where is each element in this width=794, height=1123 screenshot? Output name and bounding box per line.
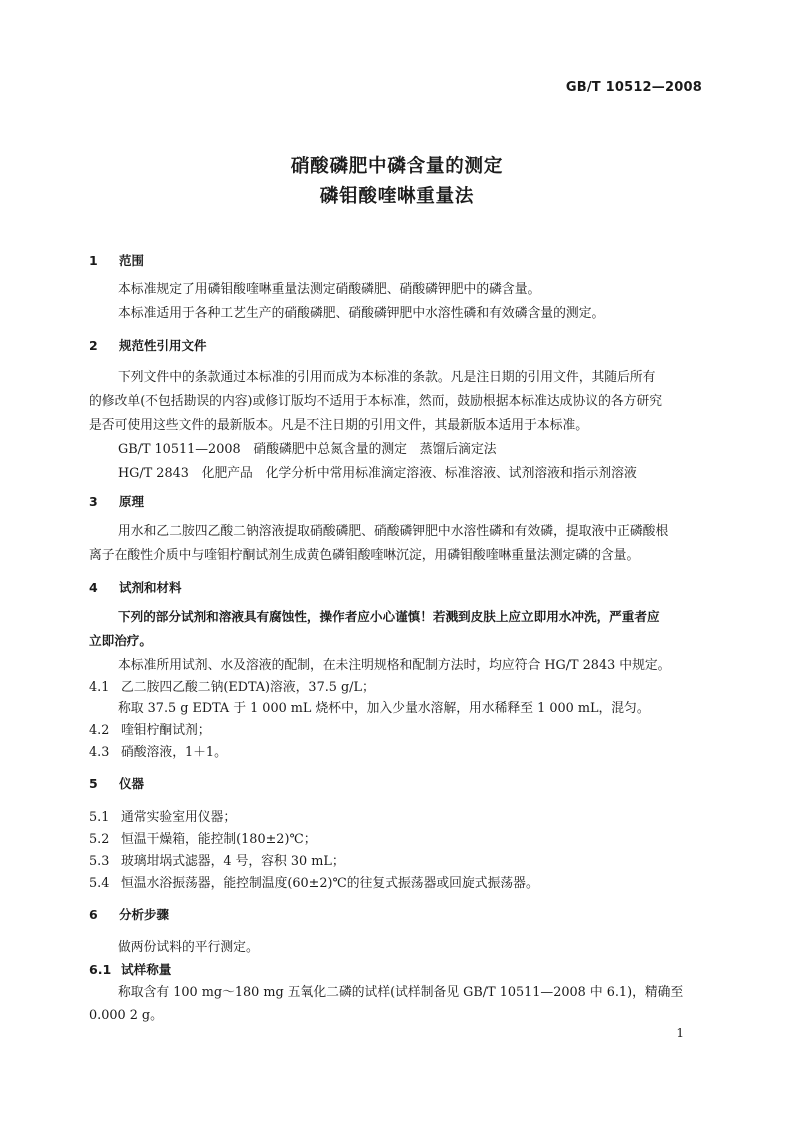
section-number: 3 <box>89 494 98 509</box>
section-title: 仪器 <box>119 776 145 791</box>
paragraph: 本标准规定了用磷钼酸喹啉重量法测定硝酸磷肥、硝酸磷钾肥中的磷含量。 <box>118 282 541 297</box>
clause-number: 5.2 <box>89 832 110 847</box>
clause-text: 玻璃坩埚式滤器，4 号，容积 30 mL； <box>121 854 345 869</box>
paragraph-line: 用水和乙二胺四乙酸二钠溶液提取硝酸磷肥、硝酸磷钾肥中水溶性磷和有效磷，提取液中正磷酸根 <box>118 524 669 539</box>
clause-4-2 <box>89 719 211 738</box>
section-number: 5 <box>89 776 98 791</box>
reference-item: HG/T 2843 化肥产品 化学分析中常用标准滴定溶液、标准溶液、试剂溶液和指示剂溶液 <box>118 466 637 481</box>
clause-number: 5.4 <box>89 876 110 891</box>
clause-4-1 <box>89 676 375 695</box>
paragraph-line: 下列文件中的条款通过本标准的引用而成为本标准的条款。凡是注日期的引用文件，其随后所有 <box>118 370 656 385</box>
warning-text: 下列的部分试剂和溶液具有腐蚀性，操作者应小心谨慎！若溅到皮肤上应立即用水冲洗，严重者应 <box>118 609 660 624</box>
clause-number: 4.1 <box>89 680 110 695</box>
section-number: 6 <box>89 907 98 922</box>
section-title: 原理 <box>119 494 145 509</box>
section-1-heading <box>89 251 144 269</box>
clause-5-1 <box>89 806 236 825</box>
section-4-heading <box>89 578 182 596</box>
warning-text: 立即治疗。 <box>89 633 152 648</box>
paragraph-line: 是否可使用这些文件的最新版本。凡是不注日期的引用文件，其最新版本适用于本标准。 <box>89 418 589 433</box>
section-number: 2 <box>89 338 98 353</box>
clause-text: 硝酸溶液，1＋1。 <box>121 745 227 760</box>
section-title: 规范性引用文件 <box>119 338 207 353</box>
clause-number: 4.3 <box>89 745 110 760</box>
clause-number: 5.1 <box>89 810 110 825</box>
page-number: 1 <box>676 1026 684 1040</box>
clause-detail: 称取 37.5 g EDTA 于 1 000 mL 烧杯中，加入少量水溶解，用水稀释至 1 000 mL，混匀。 <box>118 701 650 716</box>
clause-number: 4.2 <box>89 723 110 738</box>
section-6-heading <box>89 905 169 923</box>
clause-5-2 <box>89 828 317 847</box>
paragraph-line: 的修改单(不包括勘误的内容)或修订版均不适用于本标准，然而，鼓励根据本标准达成协议的各方研究 <box>89 394 663 409</box>
section-title: 试剂和材料 <box>119 580 182 595</box>
clause-5-3 <box>89 850 345 869</box>
clause-text: 恒温水浴振荡器，能控制温度(60±2)℃的往复式振荡器或回旋式振荡器。 <box>121 876 539 891</box>
paragraph: 做两份试料的平行测定。 <box>118 940 259 955</box>
paragraph: 本标准适用于各种工艺生产的硝酸磷肥、硝酸磷钾肥中水溶性磷和有效磷含量的测定。 <box>118 306 605 321</box>
clause-5-4 <box>89 872 539 891</box>
clause-text: 喹钼柠酮试剂； <box>121 723 211 738</box>
section-number: 1 <box>89 253 98 268</box>
paragraph-line: 0.000 2 g。 <box>89 1008 163 1023</box>
section-3-heading <box>89 492 144 510</box>
clause-6-1-heading <box>89 959 171 978</box>
reference-item: GB/T 10511—2008 硝酸磷肥中总氮含量的测定 蒸馏后滴定法 <box>118 442 497 457</box>
section-5-heading <box>89 774 144 792</box>
clause-4-3 <box>89 741 227 760</box>
section-2-heading <box>89 336 207 354</box>
standard-code: GB/T 10512—2008 <box>565 80 702 95</box>
clause-text: 乙二胺四乙酸二钠(EDTA)溶液，37.5 g/L； <box>121 680 375 695</box>
document-subtitle: 磷钼酸喹啉重量法 <box>319 186 475 207</box>
paragraph: 本标准所用试剂、水及溶液的配制，在未注明规格和配制方法时，均应符合 HG/T 2843 中规定。 <box>118 658 671 673</box>
paragraph-line: 称取含有 100 mg～180 mg 五氧化二磷的试样(试样制备见 GB/T 10511—2008 中 6.1)，精确至 <box>118 985 684 1000</box>
paragraph-line: 离子在酸性介质中与喹钼柠酮试剂生成黄色磷钼酸喹啉沉淀，用磷钼酸喹啉重量法测定磷的含量。 <box>89 548 640 563</box>
clause-text: 通常实验室用仪器； <box>121 810 237 825</box>
clause-number: 6.1 <box>89 962 112 977</box>
section-number: 4 <box>89 580 98 595</box>
clause-number: 5.3 <box>89 854 110 869</box>
section-title: 范围 <box>119 253 145 268</box>
section-title: 分析步骤 <box>119 907 170 922</box>
document-title: 硝酸磷肥中磷含量的测定 <box>290 156 504 177</box>
clause-title: 试样称量 <box>121 962 172 977</box>
clause-text: 恒温干燥箱，能控制(180±2)℃； <box>121 832 317 847</box>
